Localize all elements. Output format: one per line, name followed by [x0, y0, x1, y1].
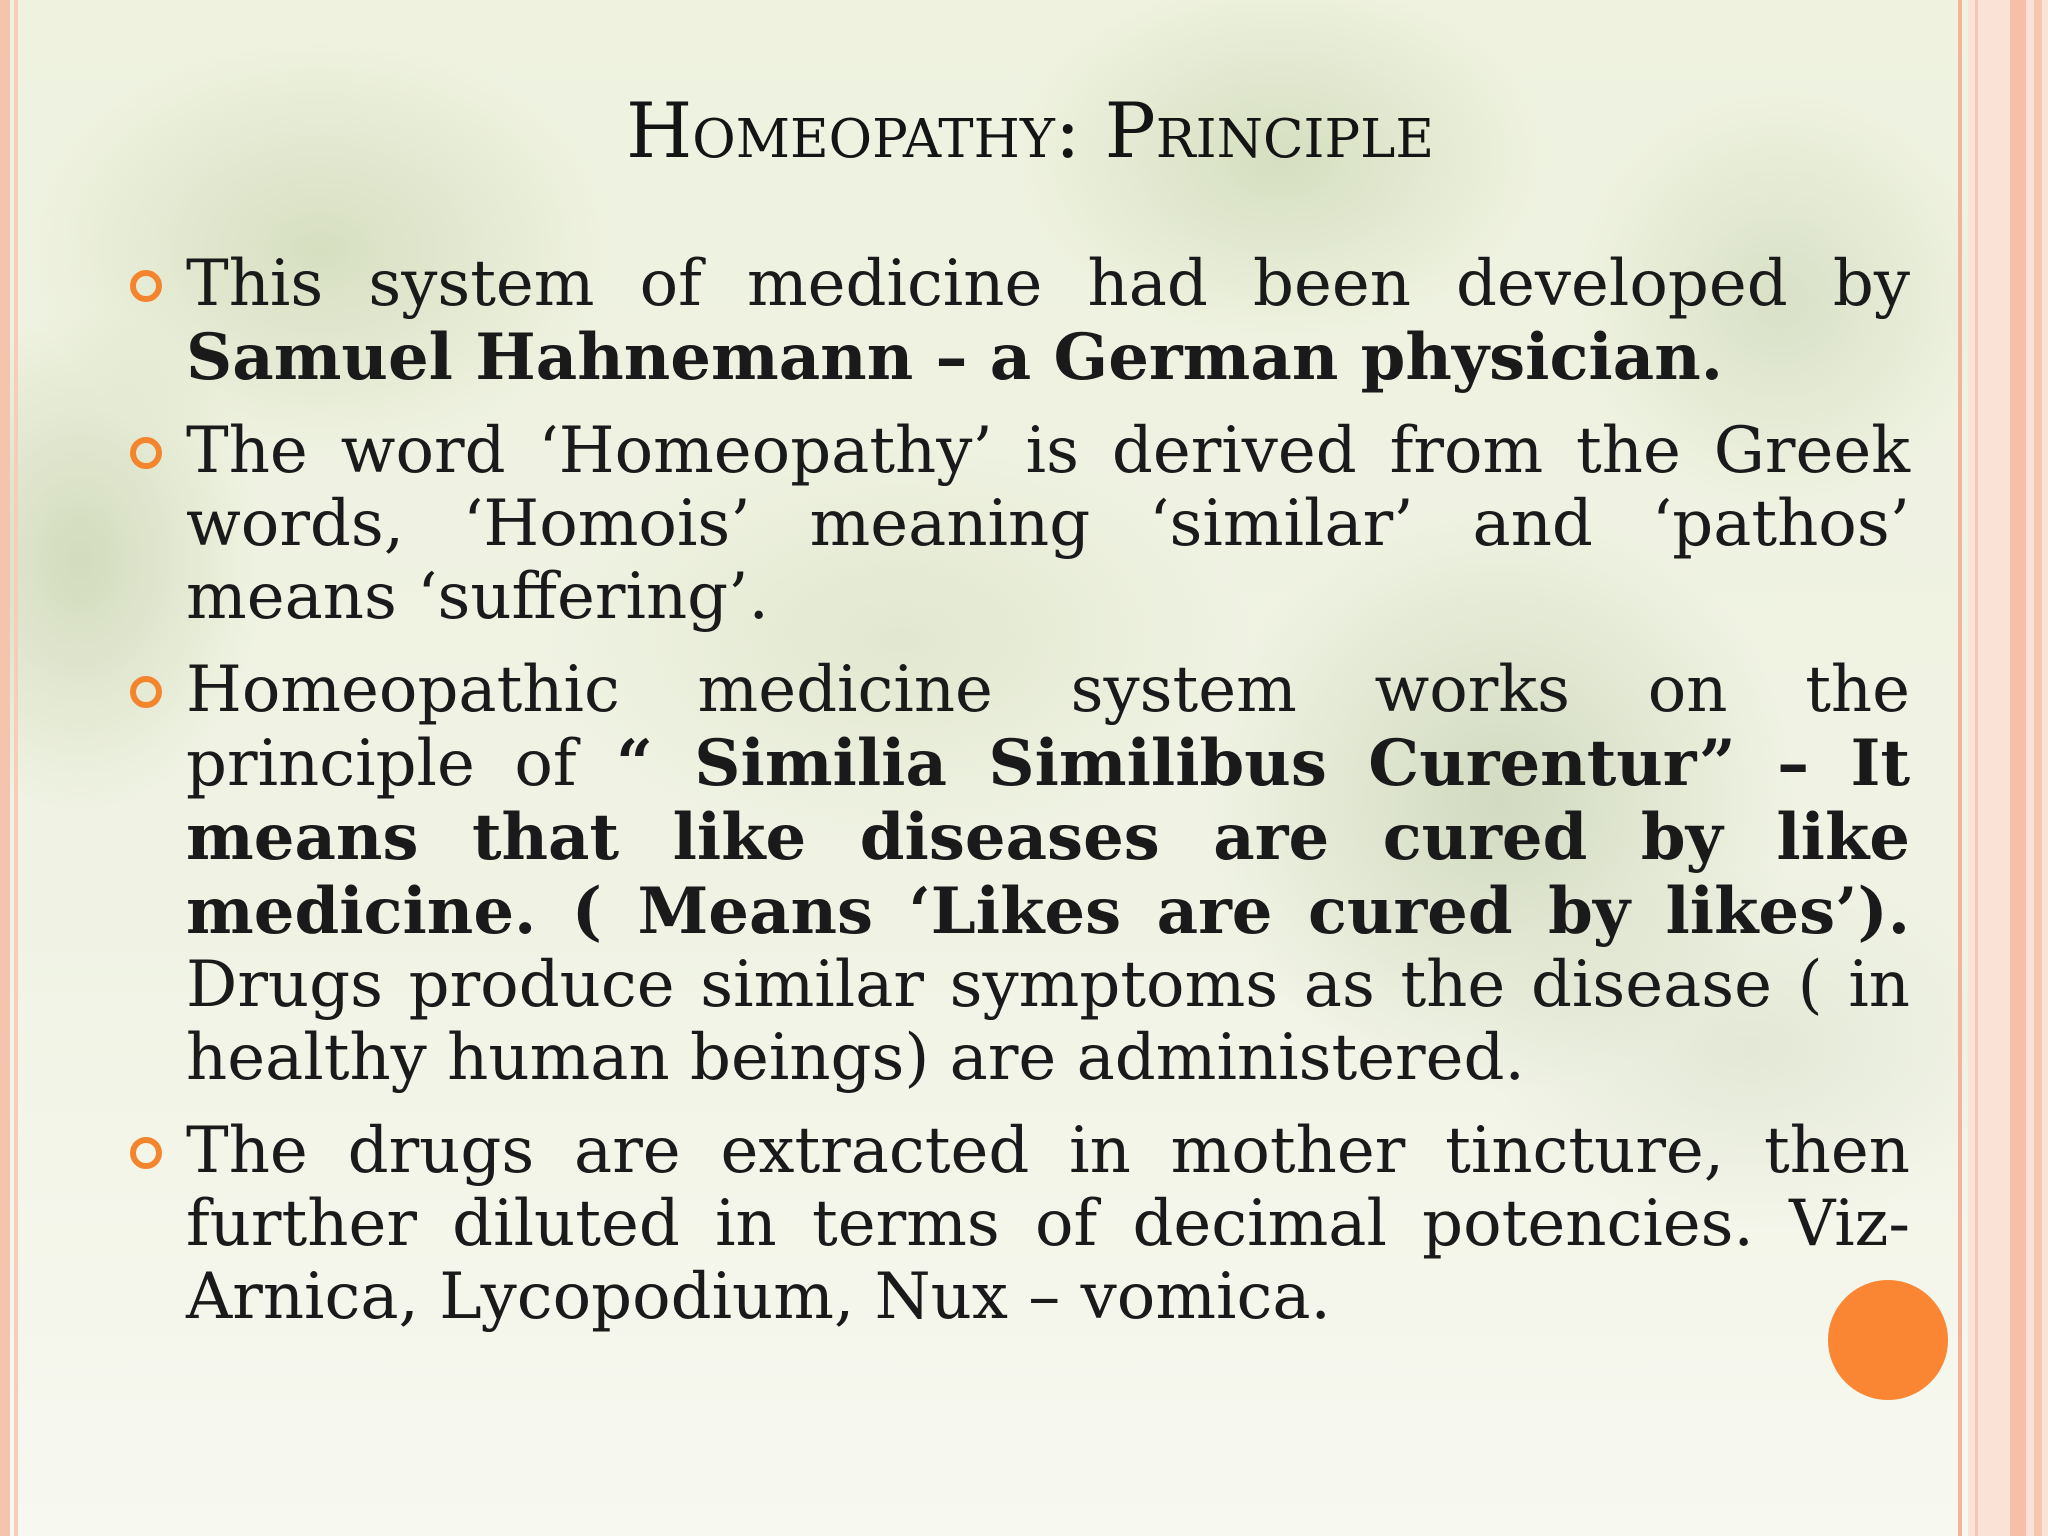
bullet-text — [186, 653, 1910, 1095]
hollow-circle-bullet-icon — [130, 1137, 162, 1169]
right-border-line — [1975, 0, 1978, 1536]
bullet-item — [130, 248, 1910, 395]
bullet-text — [186, 247, 1910, 395]
hollow-circle-bullet-icon — [130, 676, 162, 708]
bullet-text-part: This system of medicine had been developed by — [186, 247, 1910, 321]
bullet-item — [130, 415, 1910, 634]
bullet-text — [186, 1114, 1910, 1334]
hollow-circle-bullet-icon — [130, 437, 162, 469]
bullet-text-bold: “ Similia Similibus Curentur” – It means that like diseases are cured by like medicine. ( Means ‘Likes are cured by likes’). — [186, 726, 1911, 949]
bullet-item — [130, 654, 1910, 1095]
right-border-line — [2034, 0, 2042, 1536]
bullet-text — [186, 414, 1910, 634]
left-border-line — [14, 0, 18, 1536]
bullet-item — [130, 1115, 1910, 1334]
orange-circle-decoration — [1828, 1280, 1948, 1400]
bullet-text-part: Homeopathic medicine system works on the principle of — [186, 653, 1910, 801]
bullet-text-part: The drugs are extracted in mother tincture, then further diluted in terms of decimal potencies. Viz- Arnica, Lycopodium, Nux – vomica. — [186, 1114, 1910, 1334]
hollow-circle-bullet-icon — [130, 270, 162, 302]
right-border-line — [1958, 0, 1962, 1536]
right-border-line — [2010, 0, 2026, 1536]
bullet-text-part: Drugs produce similar symptoms as the disease ( in healthy human beings) are administered. — [186, 948, 1910, 1095]
bullet-text-part: The word ‘Homeopathy’ is derived from the Greek words, ‘Homois’ meaning ‘similar’ and ‘pathos’ means ‘suffering’. — [186, 414, 1910, 634]
bullet-text-bold: Samuel Hahnemann – a German physician. — [186, 320, 1723, 395]
left-border-stripe — [0, 0, 10, 1536]
bullet-list — [130, 248, 1910, 1354]
slide-title: Homeopathy: Principle — [625, 86, 1435, 175]
